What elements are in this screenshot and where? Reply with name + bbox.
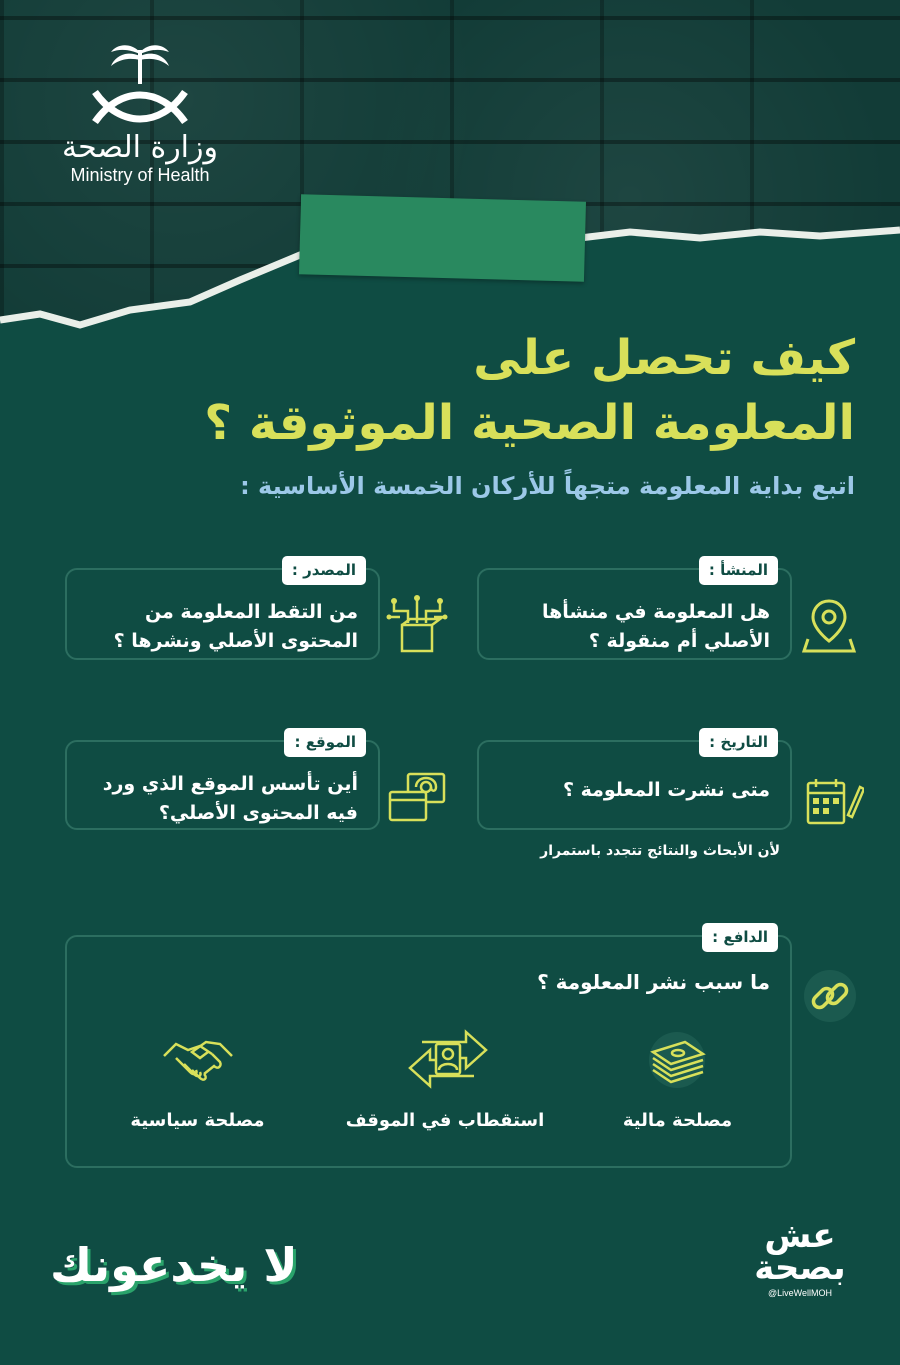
source-card xyxy=(65,561,380,660)
website-at-icon xyxy=(386,770,448,826)
money-stack-icon xyxy=(645,1030,709,1088)
origin-card xyxy=(477,561,792,660)
headline-line-1: كيف تحصل على xyxy=(473,330,855,386)
date-tag: التاريخ : xyxy=(699,728,778,757)
ministry-logo xyxy=(40,40,240,200)
handshake-icon xyxy=(160,1030,236,1090)
live-well-logo xyxy=(735,1216,865,1320)
site-card xyxy=(65,733,380,830)
ministry-name-english: Ministry of Health xyxy=(70,165,210,185)
motive-question: ما سبب نشر المعلومة ؟ xyxy=(537,970,770,994)
source-text-2: المحتوى الأصلي ونشرها ؟ xyxy=(113,629,358,652)
site-text-1: أين تأسس الموقع الذي ورد xyxy=(102,773,358,795)
date-text-1: متى نشرت المعلومة ؟ xyxy=(562,779,770,801)
campaign-name: عش بصحة xyxy=(754,1216,846,1289)
date-note: لأن الأبحاث والنتائج تتجدد باستمرار xyxy=(540,843,780,859)
motive-option-political: مصلحة سياسية xyxy=(130,1110,265,1131)
network-box-icon xyxy=(386,595,448,657)
source-text-1: من التقط المعلومة من xyxy=(144,601,358,623)
slogan: لا يخدعونك xyxy=(50,1238,298,1292)
chain-link-icon xyxy=(802,968,858,1024)
green-tape xyxy=(299,194,586,281)
headline-line-2: المعلومة الصحية الموثوقة ؟ xyxy=(204,395,855,451)
origin-text-2: الأصلي أم منقولة ؟ xyxy=(588,629,770,652)
origin-text-1: هل المعلومة في منشأها xyxy=(542,601,770,623)
motive-tag: الدافع : xyxy=(702,923,778,952)
campaign-handle: @LiveWellMOH xyxy=(768,1287,832,1298)
date-card xyxy=(477,733,792,830)
map-pin-icon xyxy=(800,595,858,655)
source-tag: المصدر : xyxy=(282,556,366,585)
ministry-name-arabic: وزارة الصحة xyxy=(62,130,218,165)
site-tag: الموقع : xyxy=(284,728,366,757)
calendar-pen-icon xyxy=(804,775,864,829)
user-swap-icon xyxy=(406,1028,490,1090)
subtitle: اتبع بداية المعلومة متجهاً للأركان الخمسة الأساسية : xyxy=(240,472,855,500)
palm-swords-icon xyxy=(75,40,205,130)
motive-option-polarization: استقطاب في الموقف xyxy=(345,1110,545,1131)
motive-option-financial: مصلحة مالية xyxy=(622,1110,733,1131)
origin-tag: المنشأ : xyxy=(699,556,778,585)
site-text-2: فيه المحتوى الأصلي؟ xyxy=(158,801,358,824)
